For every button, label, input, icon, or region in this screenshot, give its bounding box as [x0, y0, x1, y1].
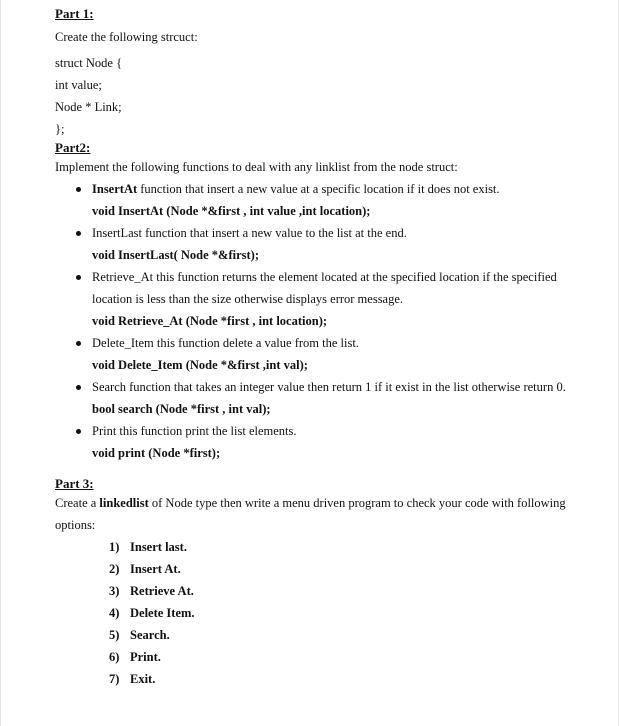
bullet-icon	[76, 231, 81, 236]
menu-option-number: 6)	[109, 650, 120, 664]
menu-option	[55, 580, 578, 602]
menu-option	[55, 624, 578, 646]
bullet-icon	[76, 187, 81, 192]
function-description: Retrieve_At this function returns the element located at the specified location if the specified	[92, 270, 557, 284]
menu-option-number: 1)	[109, 540, 120, 554]
function-signature: void InsertAt (Node *&first , int value ,int location);	[92, 204, 371, 218]
function-list	[55, 178, 578, 464]
menu-option-label: Retrieve At.	[130, 584, 194, 598]
menu-option	[55, 558, 578, 580]
part2-intro: Implement the following functions to deal with any linklist from the node struct:	[55, 160, 458, 174]
part1-intro: Create the following strcuct:	[55, 30, 198, 44]
part3-intro	[55, 492, 578, 514]
menu-option	[55, 602, 578, 624]
struct-line: int value;	[55, 78, 102, 92]
function-item	[55, 178, 578, 222]
bullet-icon	[76, 341, 81, 346]
menu-option	[55, 646, 578, 668]
menu-option-label: Search.	[130, 628, 170, 642]
bullet-icon	[76, 429, 81, 434]
document-content	[55, 6, 578, 690]
function-signature: void print (Node *first);	[92, 446, 221, 460]
part3-intro-text: of Node type then write a menu driven program to check your code with following	[148, 496, 566, 510]
function-description	[92, 178, 578, 200]
part3-heading: Part 3:	[55, 476, 94, 491]
part1-heading: Part 1:	[55, 6, 94, 21]
menu-option	[55, 668, 578, 690]
part3-intro-text: Create a	[55, 496, 100, 510]
function-description: location is less than the size otherwise displays error message.	[92, 292, 404, 306]
menu-option-number: 5)	[109, 628, 120, 642]
function-description: Delete_Item this function delete a value from the list.	[92, 336, 359, 350]
menu-option-label: Delete Item.	[130, 606, 195, 620]
linkedlist-term: linkedlist	[99, 496, 149, 510]
menu-option-number: 7)	[109, 672, 120, 686]
function-description: Search function that takes an integer value then return 1 if it exist in the list otherwise return 0.	[92, 380, 566, 394]
function-item	[55, 266, 578, 332]
menu-option	[55, 536, 578, 558]
function-signature: void InsertLast( Node *&first);	[92, 248, 259, 262]
part3-intro-line2: options:	[55, 518, 96, 532]
menu-option-label: Exit.	[130, 672, 156, 686]
bullet-icon	[76, 385, 81, 390]
function-name: InsertAt	[92, 182, 138, 196]
menu-option-number: 4)	[109, 606, 120, 620]
menu-option-label: Print.	[130, 650, 161, 664]
menu-option-number: 2)	[109, 562, 120, 576]
function-item	[55, 420, 578, 464]
menu-option-label: Insert At.	[130, 562, 181, 576]
menu-option-number: 3)	[109, 584, 120, 598]
function-item	[55, 332, 578, 376]
part2-heading: Part2:	[55, 140, 91, 155]
function-description: Print this function print the list elements.	[92, 424, 297, 438]
function-signature: void Retrieve_At (Node *first , int location);	[92, 314, 328, 328]
struct-line: struct Node {	[55, 56, 123, 70]
struct-line: };	[55, 122, 65, 136]
function-signature: void Delete_Item (Node *&first ,int val);	[92, 358, 308, 372]
menu-options-list	[55, 536, 578, 690]
function-description: InsertLast function that insert a new value to the list at the end.	[92, 226, 407, 240]
function-desc-text: function that insert a new value at a specific location if it does not exist.	[137, 182, 500, 196]
bullet-icon	[76, 275, 81, 280]
function-item	[55, 222, 578, 266]
menu-option-label: Insert last.	[130, 540, 187, 554]
struct-line: Node * Link;	[55, 100, 122, 114]
function-item	[55, 376, 578, 420]
function-signature: bool search (Node *first , int val);	[92, 402, 271, 416]
